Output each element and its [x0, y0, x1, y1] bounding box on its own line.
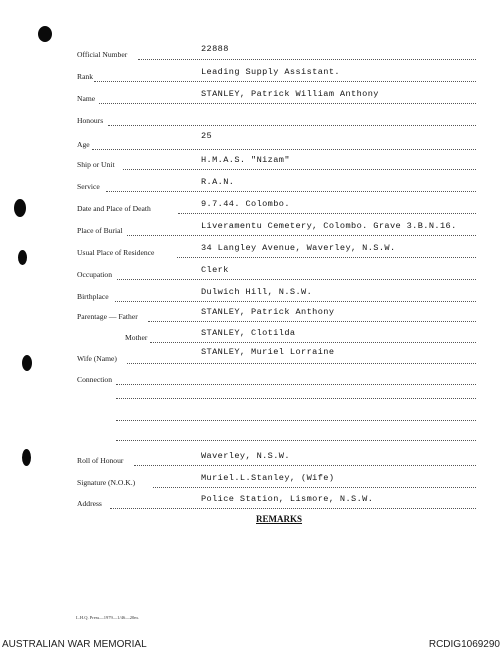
row-place-burial: [0, 222, 503, 238]
connection-continuation-line: [116, 420, 476, 421]
archive-name: AUSTRALIAN WAR MEMORIAL: [2, 639, 147, 650]
label-signature: Signature (N.O.K.): [77, 478, 136, 487]
label-official-number: Official Number: [77, 50, 128, 59]
value-residence: 34 Langley Avenue, Waverley, N.S.W.: [201, 243, 396, 253]
value-birthplace: Dulwich Hill, N.S.W.: [201, 287, 313, 297]
dotted-line: [94, 81, 476, 82]
dotted-line: [123, 169, 476, 170]
label-connection: Connection: [77, 375, 113, 384]
row-roll-of-honour: [0, 452, 503, 468]
row-service: [0, 178, 503, 194]
row-address: [0, 495, 503, 511]
connection-continuation-line: [116, 398, 476, 399]
connection-continuation-line: [116, 440, 476, 441]
value-service: R.A.N.: [201, 177, 235, 187]
dotted-line: [115, 301, 476, 302]
dotted-line: [138, 59, 476, 60]
value-father: STANLEY, Patrick Anthony: [201, 307, 335, 317]
value-mother: STANLEY, Clotilda: [201, 328, 296, 338]
label-date-place-death: Date and Place of Death: [77, 204, 151, 213]
row-signature: [0, 474, 503, 490]
label-ship: Ship or Unit: [77, 160, 115, 169]
label-place-burial: Place of Burial: [77, 226, 123, 235]
value-wife: STANLEY, Muriel Lorraine: [201, 347, 335, 357]
dotted-line: [92, 149, 476, 150]
dotted-line: [148, 321, 476, 322]
archive-reference: RCDIG1069290: [428, 639, 500, 650]
dotted-line: [116, 384, 476, 385]
label-residence: Usual Place of Residence: [77, 248, 155, 257]
row-wife: [0, 347, 503, 366]
label-name: Name: [77, 94, 96, 103]
row-age: [0, 131, 503, 150]
dotted-line: [134, 465, 476, 466]
value-address: Police Station, Lismore, N.S.W.: [201, 494, 374, 504]
value-name: STANLEY, Patrick William Anthony: [201, 89, 379, 99]
value-ship: H.M.A.S. "Nizam": [201, 155, 290, 165]
label-occupation: Occupation: [77, 270, 113, 279]
dotted-line: [108, 125, 476, 126]
row-honours: [0, 112, 503, 128]
label-age: Age: [77, 140, 90, 149]
row-occupation: [0, 266, 503, 282]
binder-hole-top: [38, 26, 52, 42]
label-wife: Wife (Name): [77, 354, 117, 363]
value-place-burial: Liveramentu Cemetery, Colombo. Grave 3.B.N.16.: [201, 221, 457, 231]
dotted-line: [110, 508, 476, 509]
row-mother: [0, 329, 503, 345]
row-official-number: [0, 46, 503, 62]
value-signature: Muriel.L.Stanley, (Wife): [201, 473, 335, 483]
remarks-heading: REMARKS: [256, 514, 303, 524]
label-birthplace: Birthplace: [77, 292, 109, 301]
row-residence: [0, 244, 503, 260]
value-rank: Leading Supply Assistant.: [201, 67, 340, 77]
dotted-line: [117, 279, 476, 280]
dotted-line: [99, 103, 476, 104]
value-official-number: 22888: [201, 44, 229, 54]
label-address: Address: [77, 499, 102, 508]
row-rank: [0, 68, 503, 84]
label-mother: Mother: [125, 333, 148, 342]
dotted-line: [153, 487, 476, 488]
value-roll-of-honour: Waverley, N.S.W.: [201, 451, 290, 461]
dotted-line: [127, 235, 476, 236]
value-age: 25: [201, 131, 213, 141]
row-father: [0, 308, 503, 324]
dotted-line: [177, 257, 476, 258]
label-service: Service: [77, 182, 100, 191]
dotted-line: [178, 213, 476, 214]
label-honours: Honours: [77, 116, 104, 125]
row-birthplace: [0, 288, 503, 304]
dotted-line: [106, 191, 476, 192]
row-ship: [0, 156, 503, 172]
label-father: Parentage — Father: [77, 312, 138, 321]
row-name: [0, 90, 503, 106]
dotted-line: [127, 363, 476, 364]
value-date-place-death: 9.7.44. Colombo.: [201, 199, 290, 209]
value-occupation: Clerk: [201, 265, 229, 275]
dotted-line: [150, 342, 476, 343]
row-connection: [0, 371, 503, 387]
row-date-place-death: [0, 200, 503, 216]
label-roll-of-honour: Roll of Honour: [77, 456, 124, 465]
printer-imprint: L.H.Q. Press—1979—1/46—20m.: [76, 615, 139, 620]
label-rank: Rank: [77, 72, 94, 81]
